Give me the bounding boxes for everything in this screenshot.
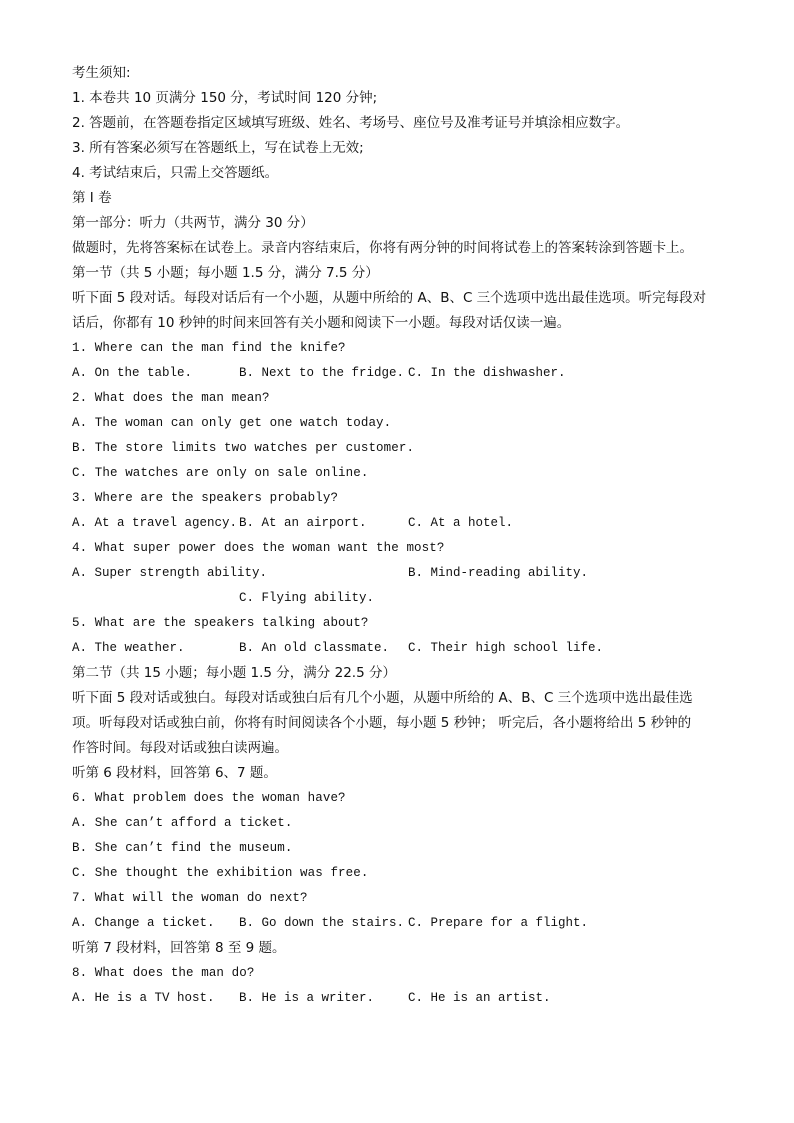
question-1-option-c: C. In the dishwasher. [408,366,566,380]
question-4-option-b: B. Mind-reading ability. [408,566,589,580]
notice-item-1: 1. 本卷共 10 页满分 150 分，考试时间 120 分钟; [72,90,378,106]
question-8-option-c: C. He is an artist. [408,991,551,1005]
part1-instruction: 做题时，先将答案标在试卷上。录音内容结束后，你将有两分钟的时间将试卷上的答案转涂到答题卡上。 [72,240,693,256]
question-8-stem: 8. What does the man do? [72,966,255,980]
question-4-option-a: A. Super strength ability. [72,566,268,580]
question-2-option-b: B. The store limits two watches per customer. [72,441,415,455]
question-1-stem: 1. Where can the man find the knife? [72,341,346,355]
section2-title: 第二节（共 15 小题；每小题 1.5 分，满分 22.5 分） [72,665,396,681]
question-3-option-b: B. At an airport. [239,516,367,530]
question-3-option-a: A. At a travel agency. [72,516,238,530]
question-7-option-c: C. Prepare for a flight. [408,916,589,930]
question-1-option-b: B. Next to the fridge. [239,366,405,380]
question-3-stem: 3. Where are the speakers probably? [72,491,339,505]
question-1-option-a: A. On the table. [72,366,193,380]
question-3-option-c: C. At a hotel. [408,516,514,530]
question-5-stem: 5. What are the speakers talking about? [72,616,369,630]
notice-item-2: 2. 答题前，在答题卷指定区域填写班级、姓名、考场号、座位号及准考证号并填涂相应数字。 [72,115,630,131]
section1-instruction-line-1: 听下面 5 段对话。每段对话后有一个小题，从题中所给的 A、B、C 三个选项中选出最佳选项。听完每段对 [72,290,707,306]
question-5-option-c: C. Their high school life. [408,641,604,655]
question-7-option-b: B. Go down the stairs. [239,916,405,930]
question-5-option-a: A. The weather. [72,641,185,655]
question-8-option-b: B. He is a writer. [239,991,375,1005]
notice-item-4: 4. 考试结束后，只需上交答题纸。 [72,165,279,181]
question-7-option-a: A. Change a ticket. [72,916,215,930]
question-7-stem: 7. What will the woman do next? [72,891,308,905]
volume-title: 第 I 卷 [72,190,112,206]
part1-title: 第一部分：听力（共两节，满分 30 分） [72,215,314,231]
question-8-option-a: A. He is a TV host. [72,991,215,1005]
question-2-stem: 2. What does the man mean? [72,391,270,405]
question-4-option-c: C. Flying ability. [239,591,375,605]
section2-instruction-line-3: 作答时间。每段对话或独白读两遍。 [72,740,288,756]
question-6-stem: 6. What problem does the woman have? [72,791,346,805]
material-6-heading: 听第 6 段材料，回答第 6、7 题。 [72,765,277,781]
question-2-option-c: C. The watches are only on sale online. [72,466,369,480]
section2-instruction-line-2: 项。听每段对话或独白前，你将有时间阅读各个小题，每小题 5 秒钟； 听完后，各小题将给出 5 秒钟的 [72,715,692,731]
material-7-heading: 听第 7 段材料，回答第 8 至 9 题。 [72,940,286,956]
question-5-option-b: B. An old classmate. [239,641,390,655]
question-4-stem: 4. What super power does the woman want the most? [72,541,445,555]
notice-title: 考生须知: [72,65,131,81]
section1-title: 第一节（共 5 小题；每小题 1.5 分，满分 7.5 分） [72,265,379,281]
question-2-option-a: A. The woman can only get one watch today. [72,416,392,430]
question-6-option-c: C. She thought the exhibition was free. [72,866,369,880]
question-6-option-a: A. She can’t afford a ticket. [72,816,293,830]
notice-item-3: 3. 所有答案必须写在答题纸上，写在试卷上无效; [72,140,364,156]
section1-instruction-line-2: 话后，你都有 10 秒钟的时间来回答有关小题和阅读下一小题。每段对话仅读一遍。 [72,315,571,331]
question-6-option-b: B. She can’t find the museum. [72,841,293,855]
section2-instruction-line-1: 听下面 5 段对话或独白。每段对话或独白后有几个小题，从题中所给的 A、B、C 三个选项中选出最佳选 [72,690,693,706]
